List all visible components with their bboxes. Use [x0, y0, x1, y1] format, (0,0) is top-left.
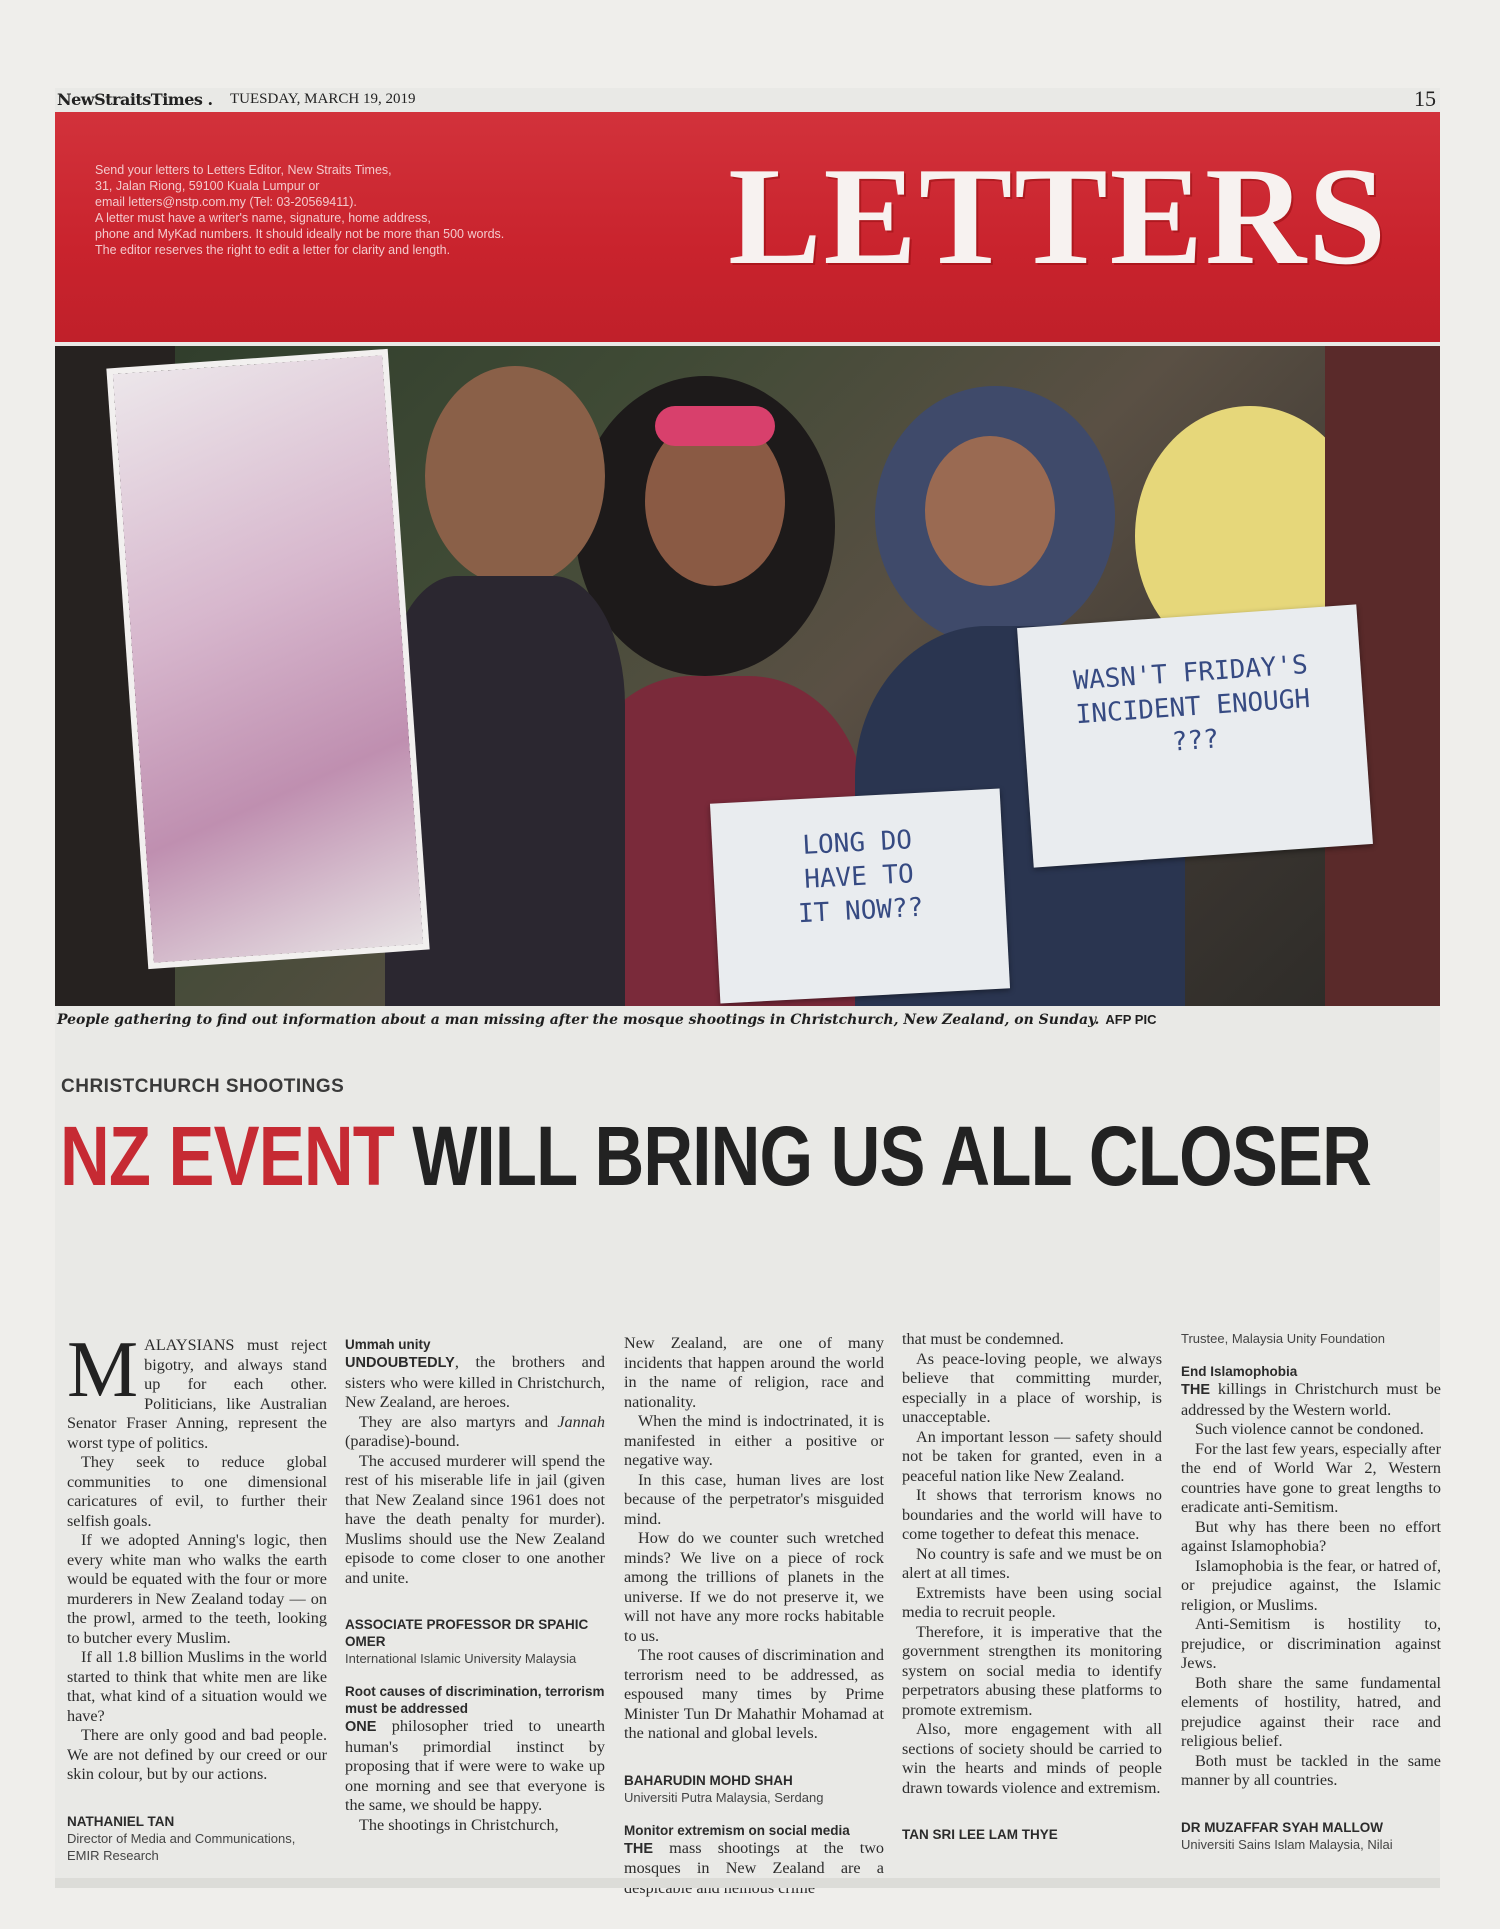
photo-figure-shape [925, 436, 1055, 586]
article-column [345, 1336, 605, 1835]
photo-figure-shape [655, 406, 775, 446]
paragraph: It shows that terrorism knows no boundaries and the world will have to come together to defeat this menace. [902, 1486, 1162, 1543]
section-title: LETTERS [728, 139, 1388, 294]
spacer [902, 1798, 1162, 1814]
paragraph: But why has there been no effort against Islamophobia? [1181, 1517, 1441, 1555]
paragraph [67, 1326, 327, 1453]
publication-date: TUESDAY, MARCH 19, 2019 [230, 91, 416, 107]
author-name: TAN SRI LEE LAM THYE [902, 1827, 1058, 1842]
paragraph: New Zealand, are one of many incidents that happen around the world in the name of religion, race and nationality. [624, 1334, 884, 1411]
letters-banner [55, 112, 1440, 342]
headline-red: NZ EVENT [60, 1109, 395, 1203]
letter-subhead: Monitor extremism on social media [624, 1822, 850, 1838]
paragraph: How do we counter such wretched minds? We live on a piece of rock among the trillions of planets in the universe. If we do not preserve it, we will not have any more rocks habitable to us. [624, 1529, 884, 1645]
author-name: NATHANIEL TAN [67, 1813, 175, 1829]
spacer [624, 1744, 884, 1760]
letter-subhead: Ummah unity [345, 1337, 431, 1352]
paragraph: Such violence cannot be condoned. [1195, 1420, 1424, 1438]
publication-name: NewStraitsTimes . [57, 90, 213, 109]
author-affiliation: International Islamic University Malaysia [345, 1651, 577, 1666]
paragraph: In this case, human lives are lost because of the perpetrator's misguided mind. [624, 1470, 884, 1528]
held-photograph [113, 355, 423, 962]
paragraph: If we adopted Anning's logic, then every white man who walks the earth would be equated with the four or more murderers in New Zealand today — on the prowl, armed to the teeth, looking to butcher every Muslim. [67, 1531, 327, 1647]
note-line: A letter must have a writer's name, signature, home address, [95, 211, 431, 225]
lead-word: THE [624, 1840, 653, 1857]
sign-line: IT NOW?? [797, 892, 925, 930]
author-name: DR MUZAFFAR SYAH MALLOW [1181, 1819, 1383, 1835]
paragraph-text: philosopher tried to unearth human's primordial instinct by proposing that if were were to wake up one morning and see that everyone is the same, we should be happy. [345, 1717, 605, 1814]
article-column [67, 1326, 327, 1864]
paragraph [345, 1353, 605, 1413]
paragraph: An important lesson — safety should not be taken for granted, even in a peaceful nation like New Zealand. [902, 1427, 1162, 1485]
caption-text: People gathering to find out information about a man missing after the mosque shootings in Christchurch, New Zealand, on Sunday. [57, 1012, 1100, 1028]
paragraph: There are only good and bad people. We are not defined by our creed or our skin colour, but by our actions. [67, 1726, 327, 1783]
note-line: 31, Jalan Riong, 59100 Kuala Lumpur or [95, 179, 320, 193]
spacer [1181, 1791, 1441, 1807]
paragraph-text: , the brothers and sisters who were killed in Christchurch, New Zealand, are heroes. [345, 1353, 605, 1411]
paragraph: They seek to reduce global communities to one dimensional caricatures of evil, to further their selfish goals. [67, 1453, 327, 1530]
paragraph: that must be condemned. [902, 1330, 1064, 1348]
letter-subhead: Root causes of discrimination, terrorism must be addressed [345, 1684, 605, 1716]
paragraph [624, 1839, 884, 1899]
paragraph: Therefore, it is imperative that the government strengthen its monitoring system on social media to identify perpetrators abusing these platforms to promote extremism. [902, 1622, 1162, 1719]
bottom-strip [55, 1878, 1440, 1888]
letter-subhead: End Islamophobia [1181, 1364, 1298, 1379]
paragraph: Both share the same fundamental elements of hostility, hatred, and prejudice against their race and religious belief. [1181, 1673, 1441, 1750]
paragraph-text: They are also martyrs and [359, 1412, 558, 1431]
page-number: 15 [1414, 86, 1436, 111]
author-affiliation: Universiti Putra Malaysia, Serdang [624, 1789, 824, 1805]
author-name: BAHARUDIN MOHD SHAH [624, 1772, 793, 1788]
paragraph: For the last few years, especially after the end of World War 2, Western countries have gone to great lengths to eradicate anti-Semitism. [1181, 1439, 1441, 1516]
note-line: phone and MyKad numbers. It should ideally not be more than 500 words. [95, 227, 505, 241]
author-name: ASSOCIATE PROFESSOR DR SPAHIC OMER [345, 1617, 589, 1649]
section-label: CHRISTCHURCH SHOOTINGS [61, 1076, 345, 1097]
submission-notes [95, 162, 655, 258]
paragraph: Both must be tackled in the same manner by all countries. [1181, 1751, 1441, 1789]
paragraph: The root causes of discrimination and terrorism need to be addressed, as espoused many times by Prime Minister Tun Dr Mahathir Mohamad at the national and global levels. [624, 1646, 884, 1742]
paragraph: No country is safe and we must be on alert at all times. [902, 1544, 1162, 1582]
paragraph: The shootings in Christchurch, [359, 1815, 559, 1834]
lead-word: ONE [345, 1719, 377, 1735]
paragraph: Also, more engagement with all sections of society should be carried to win the hearts and minds of people drawn towards violence and extremism. [902, 1720, 1162, 1797]
sign-line: ??? [1170, 724, 1220, 758]
sign-line: WASN'T FRIDAY'S [1072, 650, 1309, 697]
spacer [1181, 1347, 1441, 1363]
protest-sign [1017, 604, 1373, 867]
paragraph-text: ALAYSIANS must reject bigotry, and always stand up for each other. Politicians, like Australian Senator Fraser Anning, represent the worst type of politics. [67, 1336, 327, 1452]
paragraph [345, 1413, 605, 1452]
paragraph-italic: Jannah [557, 1412, 605, 1431]
paragraph-text: mass shootings at the two mosques in New Zealand are a [624, 1838, 884, 1877]
paragraph-text: killings in Christchurch must be addressed by the Western world. [1181, 1380, 1441, 1419]
spacer [624, 1806, 884, 1822]
news-photo [55, 346, 1440, 1006]
photo-credit: AFP PIC [1105, 1012, 1157, 1027]
paragraph: Anti-Semitism is hostility to, prejudice, or discrimination against Jews. [1181, 1615, 1441, 1672]
lead-word: UNDOUBTEDLY [345, 1355, 455, 1371]
headline-black: WILL BRING US ALL CLOSER [412, 1109, 1372, 1203]
author-affiliation: Trustee, Malaysia Unity Foundation [1181, 1331, 1386, 1346]
note-line: Send your letters to Letters Editor, New Straits Times, [95, 163, 392, 177]
article-column [902, 1330, 1162, 1843]
paragraph: Extremists have been using social media to recruit people. [902, 1583, 1162, 1621]
paragraph: When the mind is indoctrinated, it is manifested in either a positive or negative way. [624, 1412, 884, 1469]
lead-word: THE [1181, 1382, 1210, 1398]
headline [60, 1096, 1371, 1216]
spacer [67, 1785, 327, 1801]
author-affiliation: Universiti Sains Islam Malaysia, Nilai [1181, 1836, 1393, 1852]
spacer [345, 1667, 605, 1683]
paragraph: The accused murderer will spend the rest of his miserable life in jail (given that New Zealand since 1961 does not have the death penalty for murder). Muslims should use the New Zealand episode to come closer to one another and unite. [345, 1451, 605, 1587]
note-line: email letters@nstp.com.my (Tel: 03-20569411). [95, 195, 357, 209]
paragraph [1181, 1380, 1441, 1420]
article-column [1181, 1330, 1441, 1853]
photo-caption [57, 1012, 1437, 1028]
sign-line: HAVE TO [803, 859, 915, 895]
spacer [345, 1588, 605, 1604]
article-column [624, 1334, 884, 1898]
note-line: The editor reserves the right to edit a letter for clarity and length. [95, 243, 451, 257]
photo-figure-shape [425, 366, 605, 586]
drop-cap: M [67, 1326, 139, 1414]
paragraph: Islamophobia is the fear, or hatred of, or prejudice against, the Islamic religion, or Muslims. [1181, 1556, 1441, 1614]
paragraph: As peace-loving people, we always believe that committing murder, especially in a place of worship, is unacceptable. [902, 1349, 1162, 1426]
protest-sign [710, 789, 1010, 1004]
sign-line: LONG DO [801, 825, 913, 861]
newspaper-page [55, 88, 1440, 1888]
paragraph [345, 1717, 605, 1816]
paragraph: If all 1.8 billion Muslims in the world started to think that white men are like that, what kind of a situation would we have? [67, 1648, 327, 1725]
sign-line: INCIDENT ENOUGH [1074, 683, 1312, 731]
masthead [55, 88, 1440, 110]
author-affiliation: Director of Media and Communications, EMIR Research [67, 1830, 296, 1863]
paragraph-text: (paradise)-bound. [345, 1432, 460, 1450]
